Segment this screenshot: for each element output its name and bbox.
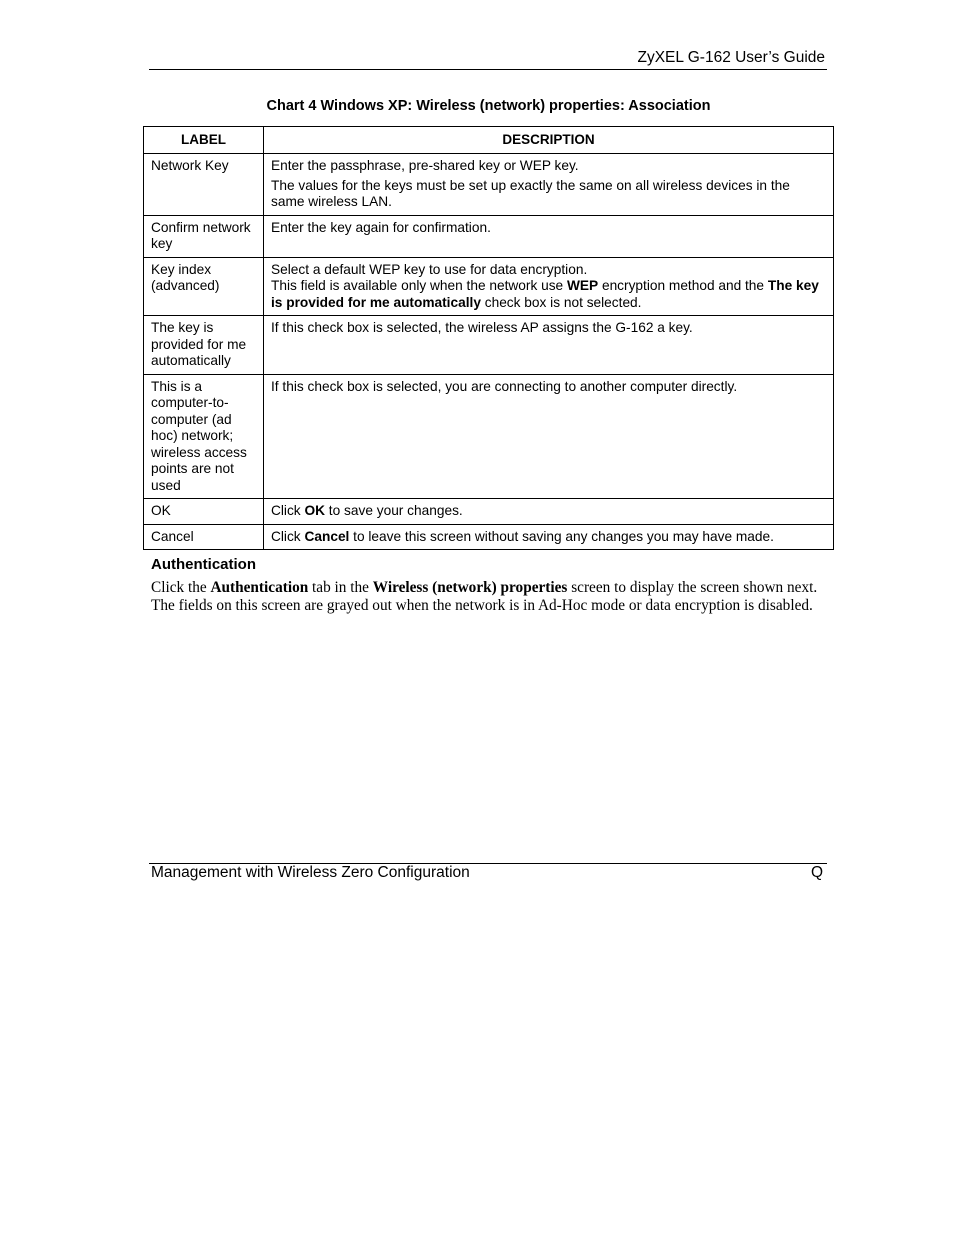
row-label: The key is provided for me automatically [144,316,264,375]
bold-term: Wireless (network) properties [372,579,568,596]
description-line [271,503,826,520]
text-run: Click the [151,579,211,596]
table-row [144,524,834,550]
table-row [144,374,834,499]
text-run: Click [271,503,305,518]
table-row [144,154,834,216]
description-line: Select a default WEP key to use for data encryption. [271,261,588,277]
description-line [271,278,826,311]
description-line: If this check box is selected, the wireless AP assigns the G-162 a key. [271,320,693,335]
table-row [144,257,834,316]
row-label: OK [144,499,264,525]
description-line: Enter the passphrase, pre-shared key or WEP key. [271,158,579,173]
text-run: tab in the [308,579,373,596]
row-label: Confirm network key [144,215,264,257]
bold-term: OK [304,503,325,518]
bold-term: WEP [566,278,599,293]
row-label: Cancel [144,524,264,550]
text-run: This field is available only when the network use [271,278,567,293]
row-description [264,154,834,216]
running-header: ZyXEL G-162 User’s Guide [637,49,825,66]
bold-term: Cancel [304,528,350,544]
table-row [144,499,834,525]
bold-term: The key is provided for me automatically [271,278,819,310]
description-line: If this check box is selected, you are connecting to another computer directly. [271,378,738,394]
row-description [264,499,834,525]
description-line: The values for the keys must be set up exactly the same on all wireless devices in the same wireless LAN. [271,177,790,209]
row-description [264,374,834,499]
column-header-description: DESCRIPTION [264,127,834,154]
row-label: Key index (advanced) [144,257,264,316]
bold-term: Authentication [210,579,309,596]
table-caption: Chart 4 Windows XP: Wireless (network) properties: Association [266,98,711,114]
header-rule [149,69,827,70]
description-line [271,529,826,546]
footer-chapter-title: Management with Wireless Zero Configuration [151,864,470,881]
row-description [264,257,834,316]
text-run: screen to display the screen shown next. The fields on this screen are grayed out when the network is in Ad-Hoc mode or data encryption is disabled. [151,579,818,614]
row-description [264,215,834,257]
table-row [144,316,834,375]
text-run: to save your changes. [325,503,463,518]
row-label: This is a computer-to-computer (ad hoc) network; wireless access points are not used [144,374,264,499]
table-header-row [144,127,834,154]
column-header-label: LABEL [144,127,264,154]
section-heading: Authentication [151,556,256,573]
row-label: Network Key [144,154,264,216]
description-line: Enter the key again for confirmation. [271,219,491,235]
row-description [264,524,834,550]
text-run: check box is not selected. [480,294,642,310]
text-run: Click [271,528,305,544]
association-table [143,126,834,550]
body-paragraph [151,579,826,615]
text-run: to leave this screen without saving any changes you may have made. [349,528,774,544]
text-run: encryption method and the [598,278,768,293]
footer-page-number: Q [810,864,823,881]
row-description [264,316,834,375]
table-row [144,215,834,257]
